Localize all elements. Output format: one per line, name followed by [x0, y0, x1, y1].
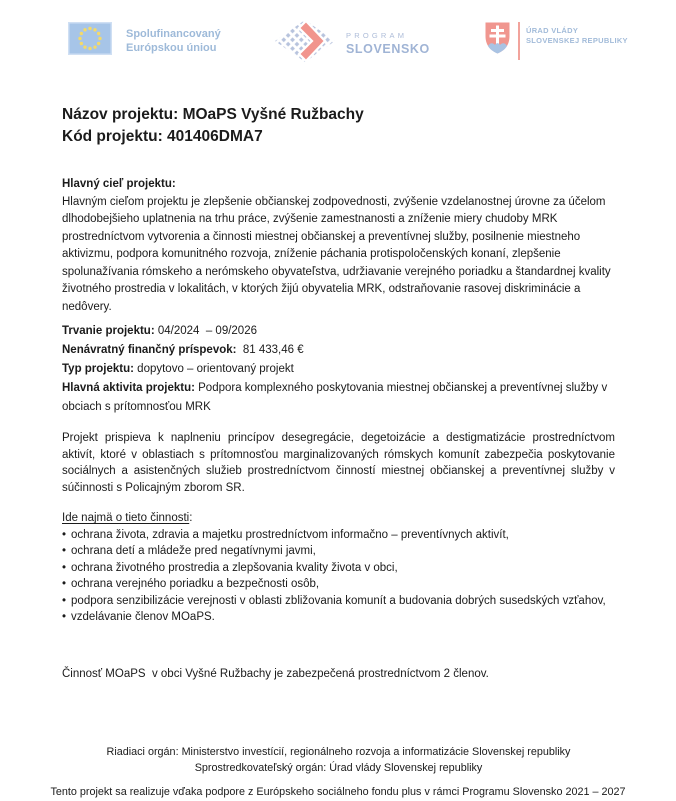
activities-heading-line: [62, 510, 615, 527]
activities-heading: Ide najmä o tieto činnosti: [62, 512, 190, 524]
program-logo-word-slovensko: SLOVENSKO: [346, 42, 430, 56]
activity-text: podpora senzibilizácie verejnosti v oblasti zbližovania komunít a budovania dobrých susedských vzťahov,: [71, 594, 606, 607]
activity-item: [62, 560, 615, 577]
detail-grant-value: 81 433,46 €: [236, 344, 304, 356]
urad-logo-text-line2: SLOVENSKEJ REPUBLIKY: [526, 35, 628, 45]
urad-logo-text-line1: ÚRAD VLÁDY: [526, 26, 579, 35]
bullet-icon: •: [62, 545, 67, 557]
detail-grant-label: Nenávratný finančný príspevok:: [62, 344, 237, 356]
main-goal-section: [0, 176, 676, 316]
activity-text: ochrana životného prostredia a zlepšovania kvality života v obci,: [71, 561, 398, 574]
title-block: [0, 104, 676, 148]
footer-organizations: [0, 745, 676, 776]
detail-grant: [62, 341, 615, 360]
eu-logo-text: [126, 27, 221, 55]
detail-type: [62, 360, 615, 379]
activity-item: [62, 593, 615, 610]
staffing-note: Činnosť MOaPS v obci Vyšné Ružbachy je zabezpečená prostredníctvom 2 členov.: [62, 667, 489, 680]
urad-vlady-logo: [484, 21, 628, 60]
bullet-icon: •: [62, 528, 67, 541]
detail-type-value: dopytovo – orientovaný projekt: [133, 363, 294, 375]
detail-main-activity-value: Podpora komplexného poskytovania miestnej občianskej a preventívnej služby v obciach s prítomnosťou MRK: [62, 382, 611, 413]
program-slovensko-logo: [275, 19, 430, 68]
detail-duration-value: 04/2024 – 09/2026: [154, 325, 257, 337]
logo-divider-line: [518, 22, 520, 60]
program-slovensko-diamond-icon: [275, 19, 337, 68]
activity-text: ochrana života, zdravia a majetku prostredníctvom informačno – preventívnych aktivít,: [71, 528, 509, 541]
detail-main-activity-label: Hlavná aktivita projektu:: [62, 382, 195, 394]
eu-flag-icon: [68, 22, 112, 60]
footer-funding-note: Tento projekt sa realizuje vďaka podpore z Európskeho sociálneho fondu plus v rámci Programu Slovensko 2021 – 2027: [50, 786, 626, 798]
program-logo-word-program: PROGRAM: [346, 31, 408, 40]
urad-logo-text: [526, 26, 628, 60]
bullet-icon: •: [62, 594, 67, 607]
logo-header: [0, 0, 676, 85]
program-logo-text: [346, 31, 430, 56]
project-code-title: Kód projektu: 401406DMA7: [62, 128, 263, 145]
footer-managing-authority: Riadiaci orgán: Ministerstvo investícií, regionálneho rozvoja a informatizácie Slovenskej republiky: [106, 746, 571, 758]
activity-item: [62, 609, 615, 626]
activity-item: [62, 527, 615, 544]
detail-main-activity: [62, 379, 615, 417]
activity-text: ochrana detí a mládeže pred negatívnymi javmi,: [71, 545, 316, 557]
activity-text: ochrana verejného poriadku a bezpečnosti osôb,: [71, 578, 320, 590]
eu-cofunded-logo: [68, 22, 221, 60]
bullet-icon: •: [62, 561, 67, 574]
project-name-title: Názov projektu: MOaPS Vyšné Ružbachy: [62, 106, 364, 123]
eu-logo-text-line2: Európskou úniou: [126, 42, 217, 54]
activity-item: [62, 543, 615, 560]
detail-duration: [62, 322, 615, 341]
slovak-coat-of-arms-icon: [484, 21, 511, 60]
activity-item: [62, 576, 615, 593]
main-goal-body: Hlavným cieľom projektu je zlepšenie občianskej zodpovednosti, zvýšenie vzdelanostnej úrovne za účelom dlhodobejšieho uplatnenia na trhu práce, zvýšenie zamestnanosti a zníženie miery chudoby MRK prostredníctvom vytvorenia a činnosti miestnej občianskej a preventívnej služby, posilnenie miestneho aktivizmu, podpora komunitného rozvoja, zníženie páchania protispoločenských konaní, zlepšenie spolunažívania rómskeho a nerómskeho obyvateľstva, udržiavanie verejného poriadku a štandardnej kvality životného prostredia v lokalitách, v ktorých žijú obyvatelia MRK, odstraňovanie rasovej diskriminácie a nedôvery.: [62, 195, 611, 313]
detail-duration-label: Trvanie projektu:: [62, 325, 155, 337]
footer-intermediate-body: Sprostredkovateľský orgán: Úrad vlády Slovenskej republiky: [194, 761, 483, 774]
activity-text: vzdelávanie členov MOaPS.: [71, 611, 215, 623]
bullet-icon: •: [62, 578, 67, 590]
project-description: Projekt prispieva k naplneniu princípov desegregácie, degetoizácie a destigmatizácie prostredníctvom aktivít, ktoré v oblastiach s prítomnosťou marginalizovaných rómskych komunít zabezpečia poskytovanie sociálnych a asistenčných služieb prostredníctvom činností miestnej občianskej a preventívnej služby v súčinnosti s Policajným zborom SR.: [62, 432, 615, 494]
activities-section: [0, 510, 676, 626]
bullet-icon: •: [62, 611, 67, 623]
detail-type-label: Typ projektu:: [62, 363, 134, 375]
main-goal-heading: Hlavný cieľ projektu:: [62, 178, 176, 190]
project-details: [0, 322, 676, 417]
eu-logo-text-line1: Spolufinancovaný: [126, 28, 221, 40]
activities-heading-colon: :: [189, 512, 193, 524]
